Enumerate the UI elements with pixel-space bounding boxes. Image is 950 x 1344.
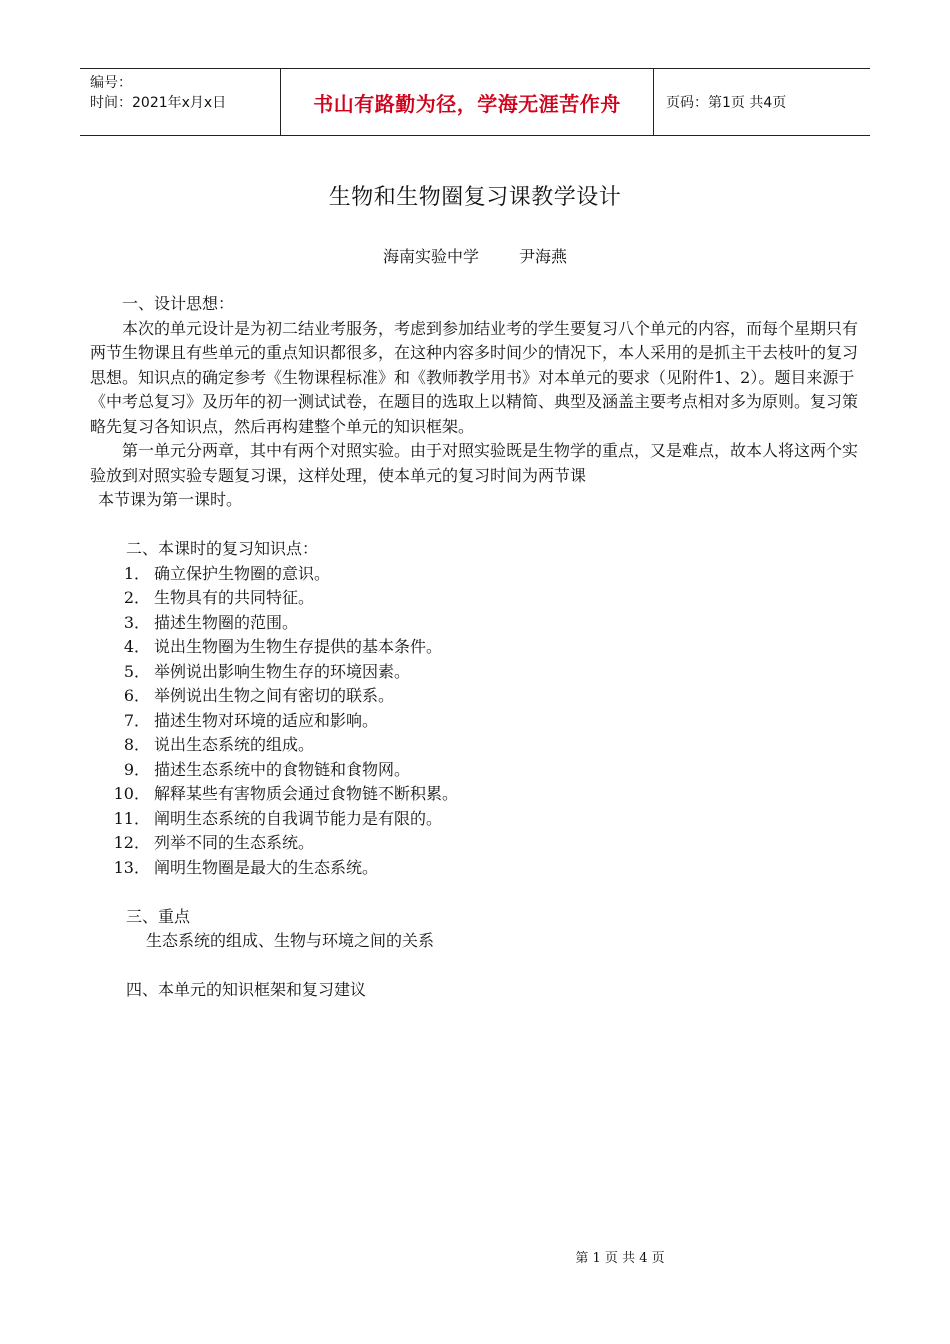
knowledge-point-number: 10． [113, 784, 150, 803]
knowledge-point-text: 描述生物对环境的适应和影响。 [154, 710, 379, 730]
author-name: 尹海燕 [519, 247, 568, 266]
document-body [90, 292, 860, 1003]
knowledge-point-number: 13． [113, 857, 150, 877]
knowledge-point-number: 11． [113, 808, 150, 828]
motto: 书山有路勤为径，学海无涯苦作舟 [281, 69, 654, 135]
key-points-text: 生态系统的组成、生物与环境之间的关系 [146, 931, 435, 950]
section-heading-knowledge: 二、本课时的复习知识点： [126, 539, 319, 558]
page-footer: 第 1 页 共 4 页 [575, 1251, 665, 1266]
knowledge-point-item [90, 586, 860, 611]
knowledge-point-text: 描述生物圈的范围。 [154, 612, 299, 632]
knowledge-point-item [90, 856, 860, 881]
school-name: 海南实验中学 [382, 247, 479, 266]
knowledge-point-number: 3． [123, 612, 150, 632]
knowledge-point-number: 1． [123, 563, 150, 583]
page-info: 页码：第1页 共4页 [666, 95, 787, 111]
knowledge-point-list [90, 562, 860, 881]
knowledge-point-text: 举例说出影响生物生存的环境因素。 [154, 661, 411, 681]
knowledge-point-item [90, 709, 860, 734]
knowledge-point-text: 说出生态系统的组成。 [154, 735, 315, 754]
knowledge-point-number: 4． [123, 637, 150, 656]
knowledge-point-text: 描述生态系统中的食物链和食物网。 [154, 759, 411, 779]
section-heading-framework: 四、本单元的知识框架和复习建议 [126, 980, 367, 999]
paragraph-design-1: 本次的单元设计是为初二结业考服务，考虑到参加结业考的学生要复习八个单元的内容，而每个星期只有两节生物课且有些单元的重点知识都很多，在这种内容多时间少的情况下，本人采用的是抓主干去枝叶的复习思想。知识点的确定参考《生物课程标准》和《教师教学用书》对本单元的要求（见附件1、2）。题目来源于《中考总复习》及历年的初一测试试卷，在题目的选取上以精简、典型及涵盖主要考点相对多为原则。复习策略先复习各知识点，然后再构建整个单元的知识框架。 [90, 318, 859, 436]
knowledge-point-item [90, 611, 860, 636]
knowledge-point-text: 解释某些有害物质会通过食物链不断积累。 [154, 784, 459, 803]
knowledge-point-number: 9． [123, 759, 150, 779]
knowledge-point-text: 阐明生物圈是最大的生态系统。 [154, 857, 379, 877]
knowledge-point-number: 12． [113, 833, 150, 852]
knowledge-point-number: 2． [123, 588, 150, 607]
knowledge-point-number: 6． [123, 686, 150, 705]
section-heading-key: 三、重点 [126, 906, 191, 926]
knowledge-point-text: 确立保护生物圈的意识。 [154, 563, 331, 583]
paragraph-design-2: 第一单元分两章，其中有两个对照实验。由于对照实验既是生物学的重点，又是难点，故本人将这两个实验放到对照实验专题复习课，这样处理，使本单元的复习时间为两节课 [90, 441, 859, 485]
knowledge-point-text: 列举不同的生态系统。 [154, 833, 315, 852]
author-line [0, 244, 950, 267]
section-heading-design: 一、设计思想： [122, 294, 235, 313]
knowledge-point-number: 8． [123, 735, 150, 754]
document-title: 生物和生物圈复习课教学设计 [328, 185, 622, 210]
knowledge-point-item [90, 831, 860, 856]
knowledge-point-item [90, 684, 860, 709]
knowledge-point-item [90, 807, 860, 832]
header-left-cell [80, 69, 281, 135]
knowledge-point-text: 生物具有的共同特征。 [154, 588, 315, 607]
knowledge-point-text: 说出生物圈为生物生存提供的基本条件。 [154, 637, 443, 656]
knowledge-point-item [90, 660, 860, 685]
knowledge-point-item [90, 782, 860, 807]
knowledge-point-item [90, 635, 860, 660]
knowledge-point-number: 7． [123, 710, 150, 730]
paragraph-design-3: 本节课为第一课时。 [98, 490, 243, 509]
knowledge-point-item [90, 758, 860, 783]
header-table [80, 68, 870, 136]
knowledge-point-text: 阐明生态系统的自我调节能力是有限的。 [154, 808, 443, 828]
number-label: 编号： [90, 75, 132, 91]
knowledge-point-item [90, 733, 860, 758]
knowledge-point-item [90, 562, 860, 587]
knowledge-point-text: 举例说出生物之间有密切的联系。 [154, 686, 395, 705]
date-label: 时间：2021年x月x日 [90, 95, 227, 111]
knowledge-point-number: 5． [123, 661, 150, 681]
